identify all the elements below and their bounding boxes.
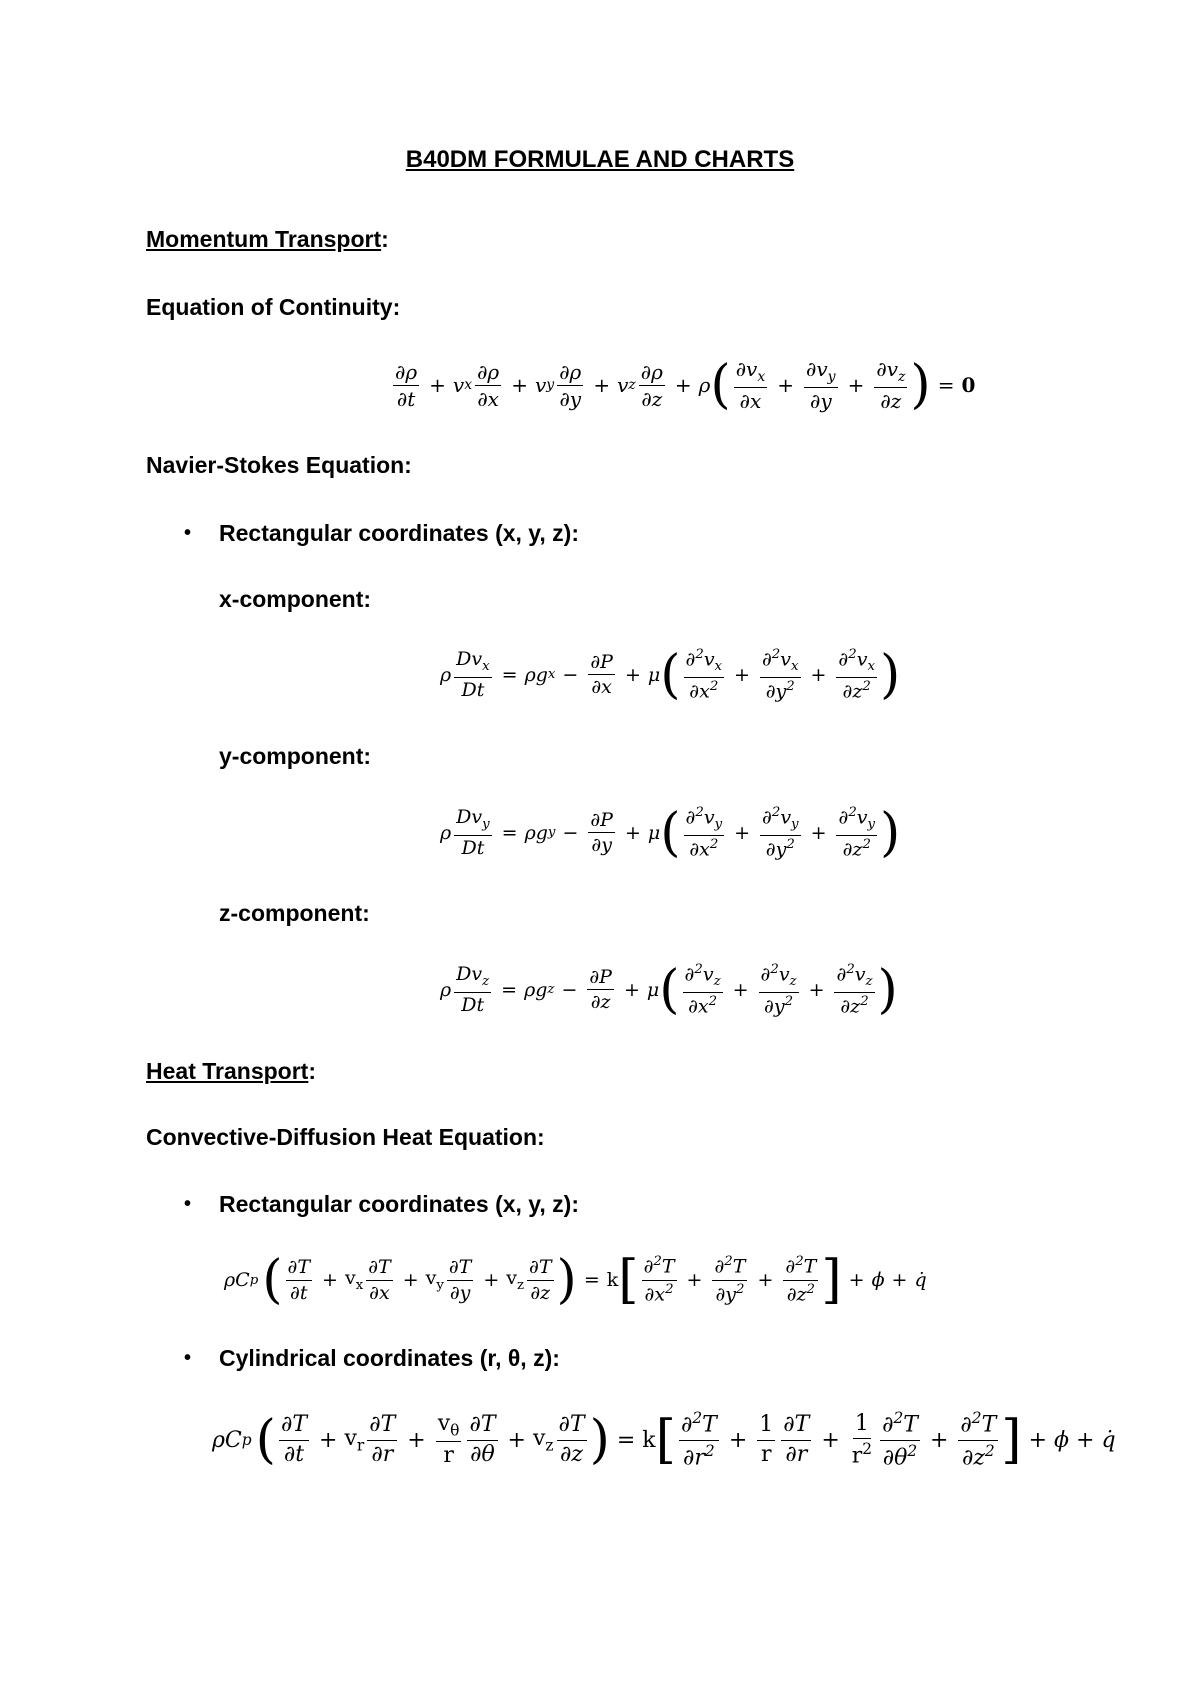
z-component-label: z-component:: [219, 900, 370, 926]
momentum-heading-colon: :: [381, 226, 389, 252]
navier-y-equation: ρ $\frac{Dv_y}{Dt}$ = ρg y − $\frac{\partial P}{\partial y}$ + μ ( $\frac{\partial^2v_y}{\partial x^2}$ + $\frac{\partial^2v_y}{\partial y^2}$ + $\frac{\partial^2v_y}{\partial z^2}$ ): [440, 802, 901, 863]
heat-heading-colon: :: [308, 1058, 316, 1084]
bullet-icon: •: [184, 1347, 192, 1369]
bullet-icon: •: [184, 1193, 192, 1215]
navier-z-equation: ρ $\frac{Dv_z}{Dt}$ = ρg z − $\frac{\partial P}{\partial z}$ + μ ( $\frac{\partial^2v_z}{\partial x^2}$ + $\frac{\partial^2v_z}{\partial y^2}$ + $\frac{\partial^2v_z}{\partial z^2}$ ): [440, 959, 898, 1020]
bullet-icon: •: [184, 522, 192, 544]
navier-x-equation: ρ $\frac{Dv_x}{Dt}$ = ρg x − $\frac{\partial P}{\partial x}$ + μ ( $\frac{\partial^2v_x}{\partial x^2}$ + $\frac{\partial^2v_x}{\partial y^2}$ + $\frac{\partial^2v_x}{\partial z^2}$ ): [440, 644, 901, 705]
continuity-equation: $\frac{\partial\rho}{\partial t}$ + v x $\frac{\partial\rho}{\partial x}$ + v y $\frac{\partial\rho}{\partial y}$ + v z $\frac{\partial\rho}{\partial z}$ + ρ ( $\frac{\partial v_x}{\partial x}$ + $\frac{\partial v_y}{\partial y}$ + $\frac{\partial v_z}{\partial z}$ ) = 0: [395, 355, 976, 416]
x-component-label: x-component:: [219, 586, 372, 612]
heat-rect-coords-label: Rectangular coordinates (x, y, z):: [219, 1191, 579, 1217]
heat-heading: [146, 1058, 316, 1085]
heat-heading-text: Heat Transport: [146, 1058, 309, 1084]
heat-rect-equation: ρC p ( $\frac{\partial T}{\partial t}$ + $v_x$ $\frac{\partial T}{\partial x}$ + $v_y$ $\frac{\partial T}{\partial y}$ + $v_z$ $\frac{\partial T}{\partial z}$ ) = k [ $\frac{\partial^2T}{\partial x^2}$ + $\frac{\partial^2T}{\partial y^2}$ + $\frac{\partial^2T}{\partial z^2}$ ] + ϕ + q̇: [224, 1250, 927, 1310]
heat-cyl-equation: ρC p ( $\frac{\partial T}{\partial t}$ + $v_r$ $\frac{\partial T}{\partial r}$ + $\frac{v_\theta}{r}$ $\frac{\partial T}{\partial\theta}$ + $v_z$ $\frac{\partial T}{\partial z}$ ) = k [ $\frac{\partial^2T}{\partial r^2}$ + $\frac{1}{r}$ $\frac{\partial T}{\partial r}$ + $\frac{1}{r^2}$ $\frac{\partial^2T}{\partial\theta^2}$ + $\frac{\partial^2T}{\partial z^2}$ ] + ϕ + q̇: [212, 1409, 1116, 1471]
navier-stokes-heading: Navier-Stokes Equation:: [146, 452, 412, 478]
momentum-heading-text: Momentum Transport: [146, 226, 382, 252]
cyl-coords-label: Cylindrical coordinates (r, θ, z):: [219, 1345, 560, 1371]
continuity-heading: Equation of Continuity:: [146, 294, 401, 320]
momentum-heading: [146, 226, 389, 253]
y-component-label: y-component:: [219, 743, 372, 769]
convective-diffusion-heading: Convective-Diffusion Heat Equation:: [146, 1124, 545, 1150]
rect-coords-label: Rectangular coordinates (x, y, z):: [219, 520, 579, 546]
page-title: B40DM FORMULAE AND CHARTS: [405, 146, 795, 173]
